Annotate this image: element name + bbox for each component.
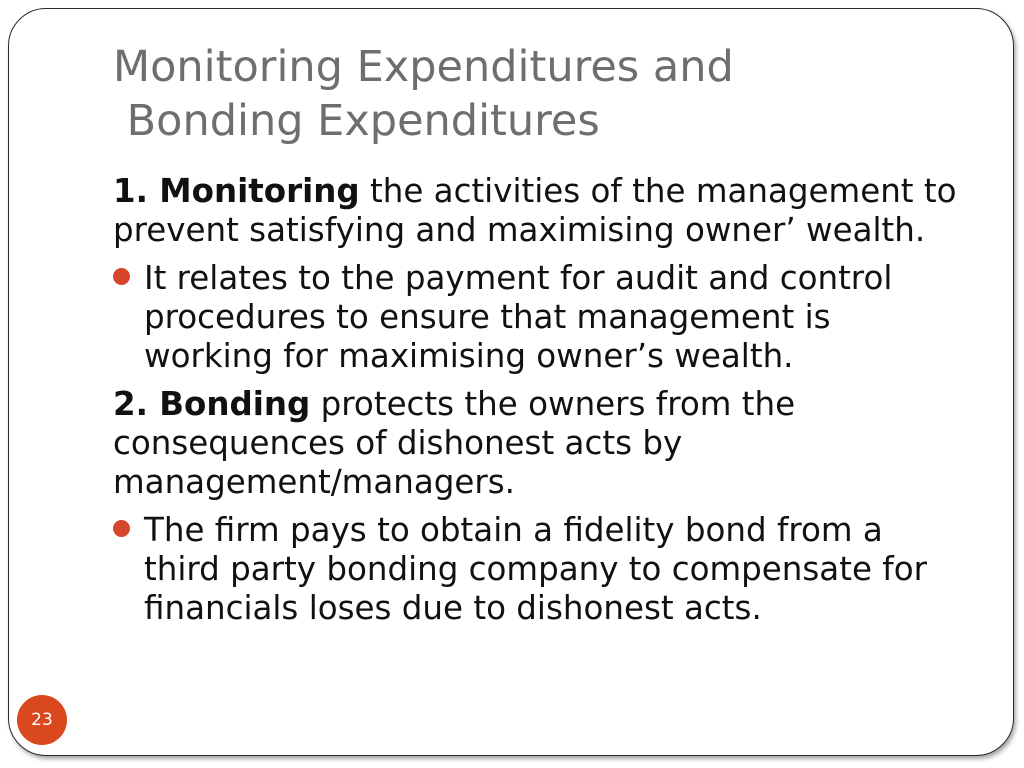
point-monitoring [113, 172, 963, 250]
bullet-dot-icon [113, 520, 130, 537]
bullet-bonding [113, 511, 963, 628]
page-number-badge: 23 [17, 695, 67, 745]
point-monitoring-label: 1. Monitoring [113, 172, 360, 210]
point-bonding-label: 2. Bonding [113, 385, 311, 423]
bullet-monitoring-text: It relates to the payment for audit and control procedures to ensure that management is working for maximising owner’s wealth. [144, 259, 893, 375]
bullet-bonding-text: The firm pays to obtain a fidelity bond from a third party bonding company to compensate for financials loses due to dishonest acts. [144, 511, 927, 627]
title-line-2: Bonding Expenditures [113, 96, 600, 146]
bullet-dot-icon [113, 268, 130, 285]
point-bonding [113, 385, 963, 502]
point-monitoring-text: the activities of the management to prevent satisfying and maximising owner’ wealth. [113, 172, 957, 249]
bullet-monitoring [113, 259, 963, 376]
point-bonding-text: protects the owners from the consequences of dishonest acts by management/managers. [113, 385, 796, 501]
title-line-1: Monitoring Expenditures and [113, 42, 734, 92]
slide-body [113, 172, 963, 637]
slide-title [113, 40, 734, 148]
